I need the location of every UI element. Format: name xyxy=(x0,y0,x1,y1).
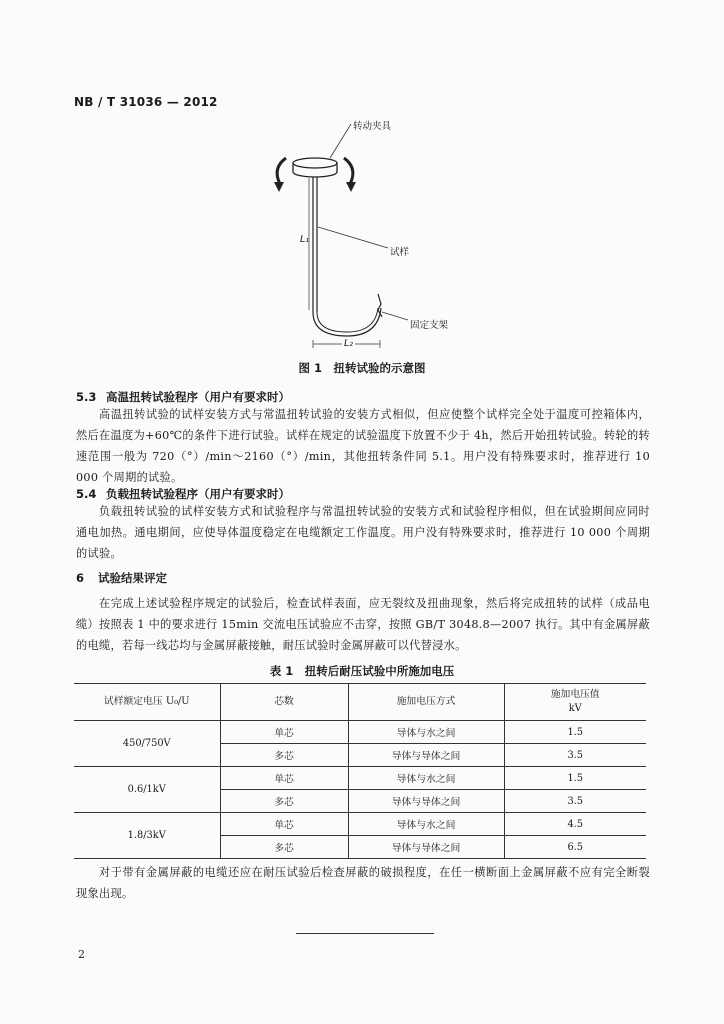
cell-cores: 单芯 xyxy=(220,721,348,744)
figure-caption: 图 1 扭转试验的示意图 xyxy=(298,361,426,375)
torsion-test-figure xyxy=(250,112,470,356)
clamp-leader xyxy=(330,124,351,158)
rotation-arrowhead-right xyxy=(346,182,356,192)
header-cores: 芯数 xyxy=(220,684,348,721)
torsion-diagram xyxy=(250,112,470,352)
cell-method: 导体与水之间 xyxy=(348,813,504,836)
voltage-table xyxy=(74,683,646,859)
section-title: 负载扭转试验程序（用户有要求时） xyxy=(106,487,290,501)
cell-value: 1.5 xyxy=(504,767,646,790)
header-method: 施加电压方式 xyxy=(348,684,504,721)
specimen-leader xyxy=(318,227,388,248)
section-title: 试验结果评定 xyxy=(98,571,167,585)
rotating-clamp-body xyxy=(293,163,337,177)
cell-value: 4.5 xyxy=(504,813,646,836)
cell-value: 1.5 xyxy=(504,721,646,744)
specimen-u-bend-inner xyxy=(317,308,378,332)
page-number: 2 xyxy=(78,948,85,961)
cell-cores: 多芯 xyxy=(220,790,348,813)
table-header-row xyxy=(74,684,646,721)
support-leader xyxy=(382,312,408,320)
cell-rated: 0.6/1kV xyxy=(74,767,220,813)
cell-method: 导体与导体之间 xyxy=(348,836,504,859)
closing-paragraph: 对于带有金属屏蔽的电缆还应在耐压试验后检查屏蔽的破损程度，在任一横断面上金属屏蔽不应有完全断裂现象出现。 xyxy=(76,866,650,900)
cell-method: 导体与导体之间 xyxy=(348,744,504,767)
section-number: 5.3 xyxy=(76,390,97,404)
cell-method: 导体与水之间 xyxy=(348,767,504,790)
table-row xyxy=(74,721,646,744)
fixed-support xyxy=(378,294,382,317)
cell-rated: 1.8/3kV xyxy=(74,813,220,859)
section-5-4-text: 负载扭转试验的试样安装方式和试验程序与常温扭转试验的安装方式和试验程序相似，但在试验期间应同时通电加热。通电期间，应使导体温度稳定在电缆额定工作温度。用户没有特殊要求时，推荐进行 10 000 个周期的试验。 xyxy=(76,505,650,560)
section-6-text: 在完成上述试验程序规定的试验后，检查试样表面，应无裂纹及扭曲现象，然后将完成扭转的试样（成品电缆）按照表 1 中的要求进行 15min 交流电压试验应不击穿，按照 GB/T 3048.8—2007 执行。其中有金属屏蔽的电缆，若每一线芯均与金属屏蔽接触，耐压试验时金属屏蔽可以代替浸水。 xyxy=(76,597,650,652)
cell-value: 6.5 xyxy=(504,836,646,859)
section-5-4-heading xyxy=(76,486,290,502)
cell-value: 3.5 xyxy=(504,790,646,813)
rotation-arrow-right xyxy=(344,158,353,184)
header-value-line1: 施加电压值 xyxy=(550,689,600,700)
rotation-arrow-left xyxy=(277,158,286,184)
footer-rule xyxy=(296,933,434,934)
section-title: 高温扭转试验程序（用户有要求时） xyxy=(106,390,290,404)
header-rated-voltage: 试样额定电压 U₀/U xyxy=(74,684,220,721)
cell-cores: 多芯 xyxy=(220,744,348,767)
standard-code-header: NB / T 31036 — 2012 xyxy=(74,95,218,109)
label-fixed-support: 固定支架 xyxy=(410,320,449,331)
cell-rated: 450/750V xyxy=(74,721,220,767)
section-number: 5.4 xyxy=(76,487,97,501)
section-6-heading xyxy=(76,570,167,586)
table-caption: 表 1 扭转后耐压试验中所施加电压 xyxy=(269,664,455,678)
section-number: 6 xyxy=(76,571,85,585)
cell-cores: 单芯 xyxy=(220,813,348,836)
table-row xyxy=(74,813,646,836)
label-l1: L₁ xyxy=(300,234,310,245)
cell-value: 3.5 xyxy=(504,744,646,767)
section-5-3-heading xyxy=(76,389,290,405)
rotation-arrowhead-left xyxy=(274,182,284,192)
cell-method: 导体与水之间 xyxy=(348,721,504,744)
cell-cores: 单芯 xyxy=(220,767,348,790)
label-l2: L₂ xyxy=(344,338,354,349)
section-5-3-text: 高温扭转试验的试样安装方式与常温扭转试验的安装方式相似，但应使整个试样完全处于温度可控箱体内，然后在温度为+60℃的条件下进行试验。试样在规定的试验温度下放置不少于 4h，然后开始扭转试验。转轮的转速范围一般为 720（°）/min～2160（°）/min，其他扭转条件同 5.1。用户没有特殊要求时，推荐进行 10 000 个周期的试验。 xyxy=(76,408,650,484)
header-value-line2: kV xyxy=(568,703,582,714)
cell-cores: 多芯 xyxy=(220,836,348,859)
label-rotating-clamp: 转动夹具 xyxy=(353,121,392,132)
header-value xyxy=(504,684,646,721)
table-row xyxy=(74,767,646,790)
cell-method: 导体与导体之间 xyxy=(348,790,504,813)
rotating-clamp-top xyxy=(293,158,337,168)
label-specimen: 试样 xyxy=(390,247,410,258)
